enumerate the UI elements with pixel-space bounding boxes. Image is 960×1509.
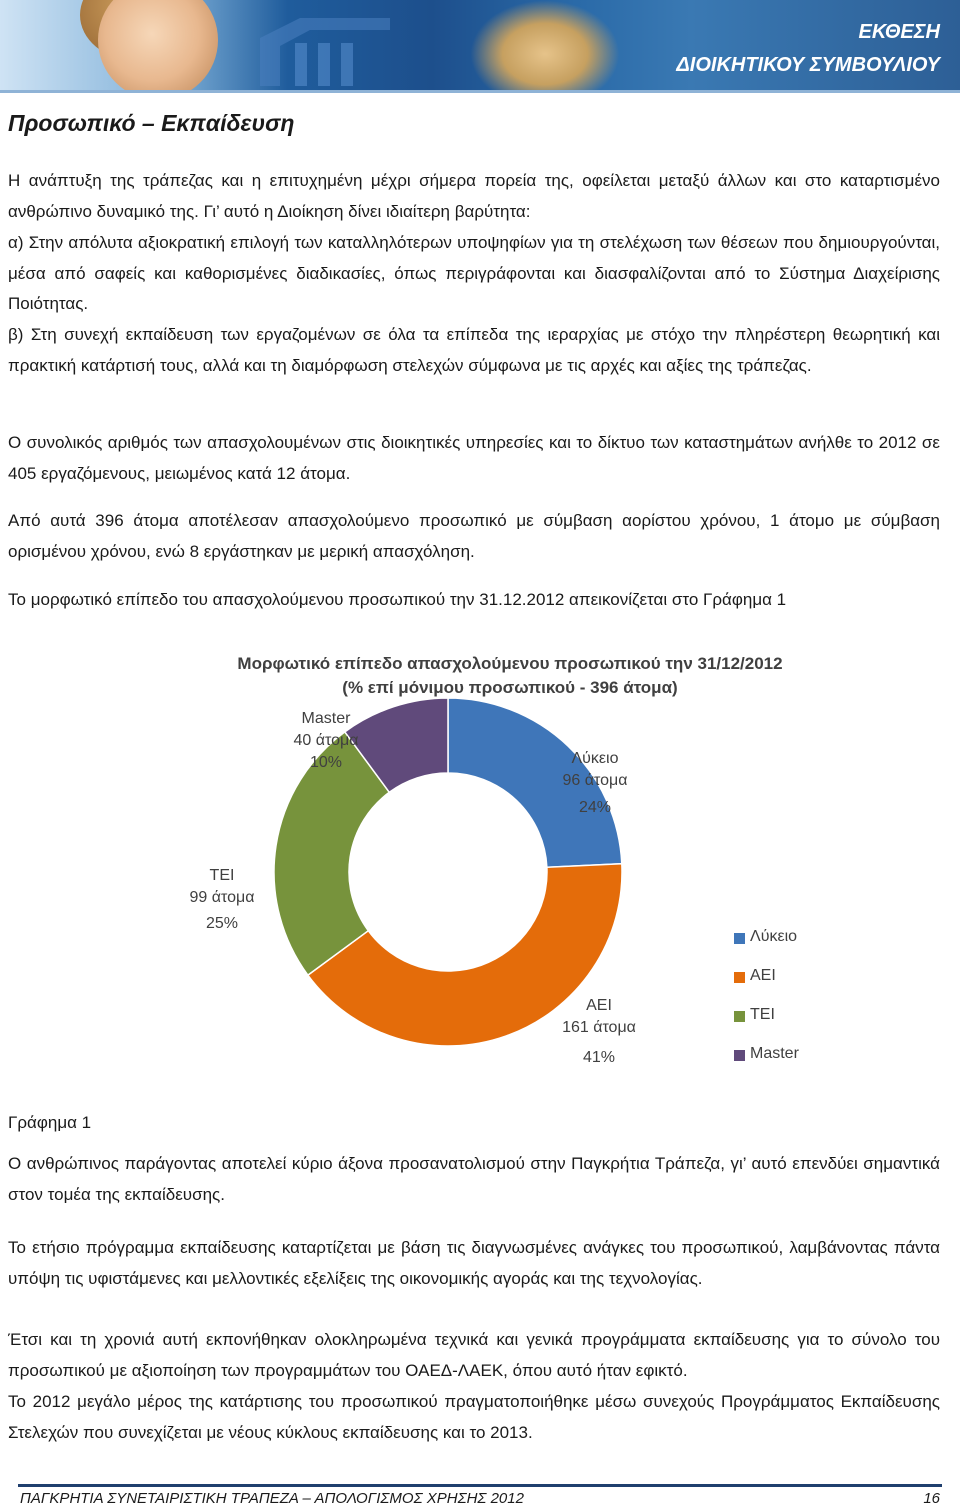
- paragraph: Η ανάπτυξη της τράπεζας και η επιτυχημένη μέχρι σήμερα πορεία της, οφείλεται μεταξύ άλλων και στο καταρτισμένο ανθρώπινο δυναμικό της. Γι’ αυτό η Διοίκηση δίνει ιδιαίτερη βαρύτητα:: [8, 171, 940, 221]
- header-divider: [0, 90, 960, 93]
- chart-caption: Γράφημα 1: [8, 1113, 92, 1132]
- paragraph: Από αυτά 396 άτομα αποτέλεσαν απασχολούμενο προσωπικό με σύμβαση αορίστου χρόνου, 1 άτομο με σύμβαση ορισμένου χρόνου, ενώ 8 εργάστηκαν με μερική απασχόληση.: [8, 511, 940, 561]
- paragraph: Το 2012 μεγάλο μέρος της κατάρτισης του προσωπικού πραγματοποιήθηκε μέσω συνεχούς Προγράμματος Εκπαίδευσης Στελεχών που συνεχίζεται με νέους κύκλους εκπαίδευσης και το 2013.: [8, 1392, 940, 1442]
- report-title: ΕΚΘΕΣΗ ΔΙΟΙΚΗΤΙΚΟΥ ΣΥΜΒΟΥΛΙΟΥ: [676, 21, 940, 76]
- legend-swatch: [734, 1011, 745, 1022]
- chart-subtitle: (% επί μόνιμου προσωπικού - 396 άτομα): [342, 678, 678, 697]
- section-heading: Προσωπικό – Εκπαίδευση: [8, 110, 295, 136]
- paragraph: Έτσι και τη χρονιά αυτή εκπονήθηκαν ολοκληρωμένα τεχνικά και γενικά προγράμματα εκπαίδευσης για το σύνολο του προσωπικού με αξιοποίηση των προγραμμάτων του ΟΑΕΔ-ΛΑΕΚ, όπου αυτό ήταν εφικτό.: [8, 1330, 940, 1380]
- legend-item-master: Master: [734, 1045, 854, 1067]
- legend-item-lykeio: Λύκειο: [734, 928, 854, 950]
- legend-swatch: [734, 933, 745, 944]
- slice-label-master: Master 40 άτομα 10%: [293, 710, 359, 771]
- header-banner: [0, 0, 960, 90]
- legend-swatch: [734, 972, 745, 983]
- banner-photo-children: [470, 0, 620, 90]
- paragraph: β) Στη συνεχή εκπαίδευση των εργαζομένων σε όλα τα επίπεδα της ιεραρχίας με στόχο την πληρέστερη θεωρητική και πρακτική κατάρτισή τους, αλλά και τη διαμόρφωση στελεχών σύμφωνα με τις αρχές και αξίες της τράπεζας.: [8, 325, 940, 375]
- paragraph: Ο συνολικός αριθμός των απασχολουμένων στις διοικητικές υπηρεσίες και το δίκτυο των καταστημάτων ανήλθε το 2012 σε 405 εργαζόμενους, μειωμένος κατά 12 άτομα.: [8, 433, 940, 483]
- footer-divider: [18, 1484, 942, 1487]
- paragraph: Το μορφωτικό επίπεδο του απασχολούμενου προσωπικού την 31.12.2012 απεικονίζεται στο Γράφημα 1: [8, 590, 787, 609]
- legend-swatch: [734, 1050, 745, 1061]
- banner-photo-face: [98, 0, 218, 90]
- paragraph: Το ετήσιο πρόγραμμα εκπαίδευσης καταρτίζεται με βάση τις διαγνωσμένες ανάγκες του προσωπικού, λαμβάνοντας πάντα υπόψη τις υφιστάμενες και μελλοντικές εξελίξεις της οικονομικής αγοράς και της τεχνολογίας.: [8, 1238, 940, 1288]
- slice-label-lykeio: Λύκειο 96 άτομα 24%: [562, 750, 628, 816]
- footer-text: ΠΑΓΚΡΗΤΙΑ ΣΥΝΕΤΑΙΡΙΣΤΙΚΗ ΤΡΑΠΕΖΑ – ΑΠΟΛΟΓΙΣΜΟΣ ΧΡΗΣΗΣ 2012: [20, 1490, 524, 1507]
- paragraph: α) Στην απόλυτα αξιοκρατική επιλογή των καταλληλότερων υποψηφίων για τη στελέχωση των θέσεων που δημιουργούνται, μέσα από σαφείς και καθορισμένες διαδικασίες, όπως περιγράφονται και διασφαλίζονται από το Σύστημα Διαχείρισης Ποιότητας.: [8, 233, 940, 314]
- legend-item-tei: ΤΕΙ: [734, 1006, 854, 1028]
- legend-item-aei: ΑΕΙ: [734, 967, 854, 989]
- bank-logo-icon: [240, 8, 410, 88]
- page-number: 16: [923, 1490, 940, 1507]
- chart-title: Μορφωτικό επίπεδο απασχολούμενου προσωπικού την 31/12/2012: [237, 654, 783, 673]
- paragraph: Ο ανθρώπινος παράγοντας αποτελεί κύριο άξονα προσανατολισμού στην Παγκρήτια Τράπεζα, γι’ αυτό επενδύει σημαντικά στον τομέα της εκπαίδευσης.: [8, 1154, 940, 1204]
- slice-label-tei: ΤΕΙ 99 άτομα 25%: [189, 867, 255, 932]
- education-doughnut-chart: [170, 640, 850, 1090]
- slice-label-aei: ΑΕΙ 161 άτομα 41%: [562, 997, 636, 1066]
